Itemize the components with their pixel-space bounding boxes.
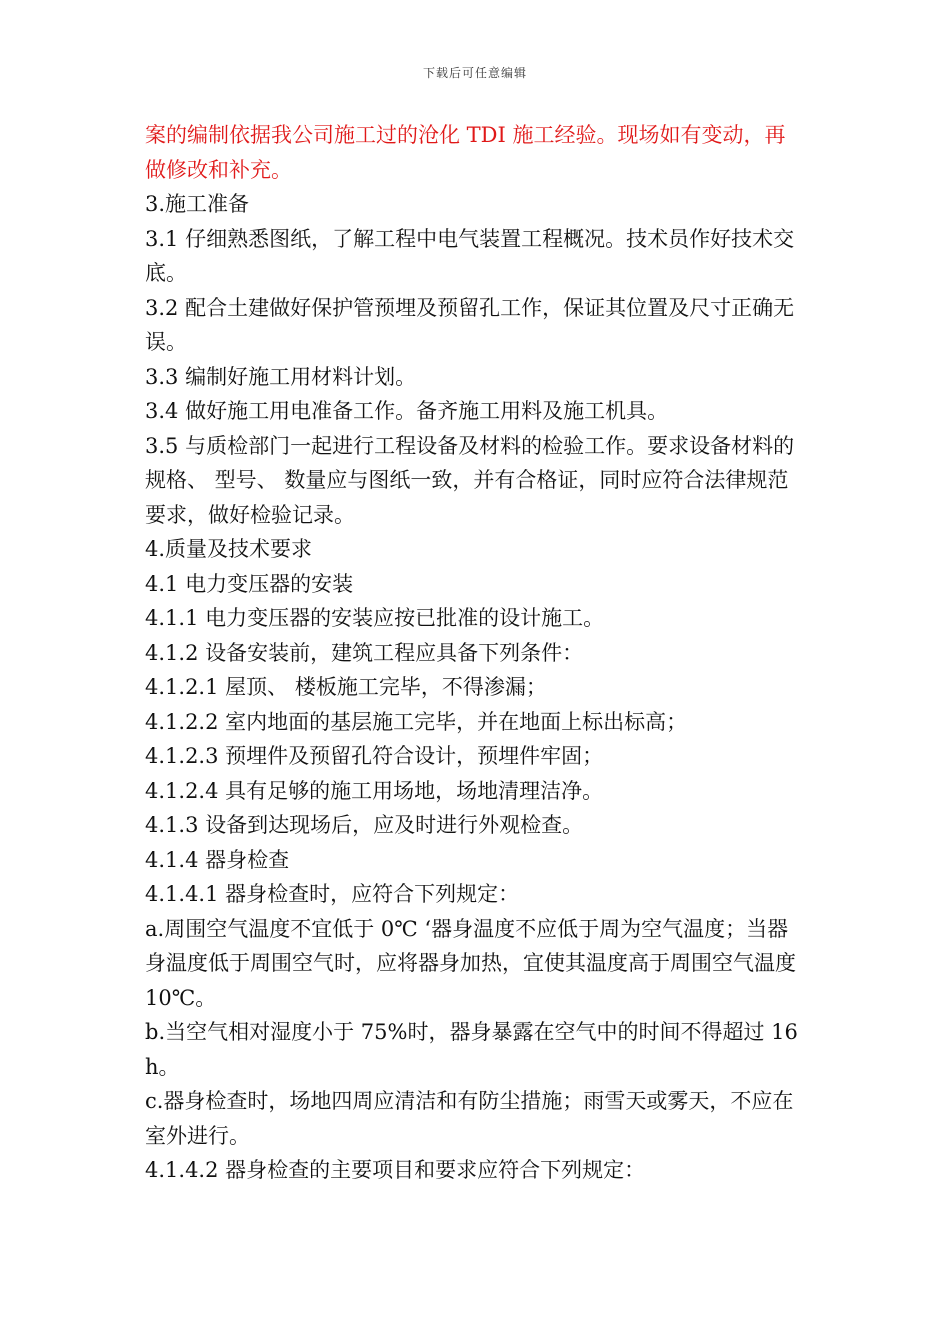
list-item-c: c.器身检查时，场地四周应清洁和有防尘措施；雨雪天或雾天，不应在室外进行。: [145, 1089, 794, 1148]
paragraph-4-1-2-2: 4.1.2.2 室内地面的基层施工完毕，并在地面上标出标高；: [145, 709, 688, 734]
paragraph-4-1-2: 4.1.2 设备安装前，建筑工程应具备下列条件：: [145, 640, 584, 665]
paragraph-4-1-2-3: 4.1.2.3 预埋件及预留孔符合设计，预埋件牢固；: [145, 744, 604, 768]
paragraph-intro: 案的编制依据我公司施工过的沧化 TDI 施工经验。现场如有变动，再做修改和补充。: [145, 123, 786, 182]
heading-3: 3.施工准备: [145, 192, 250, 216]
paragraph-4-1-2-1: 4.1.2.1 屋顶、 楼板施工完毕，不得渗漏；: [145, 675, 547, 699]
list-item-b: b.当空气相对湿度小于 75%时，器身暴露在空气中的时间不得超过 16h。: [145, 1020, 798, 1079]
paragraph-3-3: 3.3 编制好施工用材料计划。: [145, 364, 417, 389]
document-body: [145, 118, 805, 1188]
paragraph-4-1-1: 4.1.1 电力变压器的安装应按已批准的设计施工。: [145, 606, 605, 630]
paragraph-3-2: 3.2 配合土建做好保护管预埋及预留孔工作，保证其位置及尺寸正确无误。: [145, 295, 795, 354]
paragraph-3-5: 3.5 与质检部门一起进行工程设备及材料的检验工作。要求设备材料的规格、 型号、 数量应与图纸一致，并有合格证，同时应符合法律规范要求，做好检验记录。: [145, 433, 795, 527]
heading-4: 4.质量及技术要求: [145, 537, 313, 561]
paragraph-3-1: 3.1 仔细熟悉图纸，了解工程中电气装置工程概况。技术员作好技术交底。: [145, 226, 795, 285]
list-item-a: a.周围空气温度不宜低于 0℃ ‘器身温度不应低于周为空气温度；当器身温度低于周围空气时，应将器身加热，宜使其温度高于周围空气温度 10℃。: [145, 916, 796, 1010]
paragraph-4-1-4-1: 4.1.4.1 器身检查时，应符合下列规定：: [145, 882, 520, 906]
paragraph-4-1-3: 4.1.3 设备到达现场后，应及时进行外观检查。: [145, 813, 584, 837]
page-header: 下载后可任意编辑: [422, 66, 527, 80]
paragraph-3-4: 3.4 做好施工用电准备工作。备齐施工用料及施工机具。: [145, 399, 669, 423]
paragraph-4-1-4-2: 4.1.4.2 器身检查的主要项目和要求应符合下列规定：: [145, 1158, 646, 1182]
paragraph-4-1-2-4: 4.1.2.4 具有足够的施工用场地，场地清理洁净。: [145, 778, 604, 803]
heading-4-1: 4.1 电力变压器的安装: [145, 571, 354, 596]
heading-4-1-4: 4.1.4 器身检查: [145, 847, 290, 872]
